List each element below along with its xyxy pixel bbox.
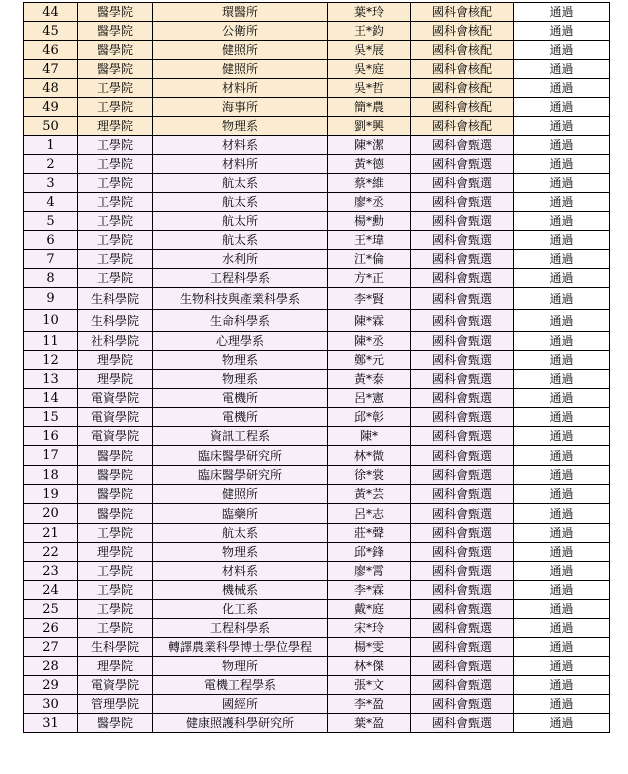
result-cell: 通過 (514, 231, 610, 250)
result-cell: 通過 (514, 408, 610, 427)
department-cell: 物理所 (153, 657, 328, 676)
name-cell: 邱*鋒 (328, 543, 411, 562)
table-row (24, 155, 610, 174)
department-cell: 心理學系 (153, 332, 328, 351)
name-cell: 吳*庭 (328, 60, 411, 79)
table-row (24, 504, 610, 524)
selection-type-cell: 國科會甄選 (411, 619, 514, 638)
selection-type-cell: 國科會甄選 (411, 657, 514, 676)
row-number: 23 (24, 562, 78, 581)
selection-type-cell: 國科會甄選 (411, 408, 514, 427)
selection-type-cell: 國科會甄選 (411, 638, 514, 657)
selection-type-cell: 國科會甄選 (411, 155, 514, 174)
name-cell: 徐*裳 (328, 466, 411, 485)
row-number: 31 (24, 714, 78, 733)
table-row (24, 446, 610, 466)
name-cell: 黃*泰 (328, 370, 411, 389)
result-cell: 通過 (514, 504, 610, 524)
selection-type-cell: 國科會核配 (411, 60, 514, 79)
table-row (24, 676, 610, 695)
college-cell: 理學院 (78, 117, 153, 136)
college-cell: 理學院 (78, 657, 153, 676)
row-number: 28 (24, 657, 78, 676)
row-number: 12 (24, 351, 78, 370)
table-row (24, 193, 610, 212)
name-cell: 呂*志 (328, 504, 411, 524)
college-cell: 工學院 (78, 155, 153, 174)
college-cell: 醫學院 (78, 485, 153, 504)
college-cell: 工學院 (78, 212, 153, 231)
name-cell: 陳*潔 (328, 136, 411, 155)
result-cell: 通過 (514, 370, 610, 389)
table-row (24, 619, 610, 638)
selection-type-cell: 國科會甄選 (411, 193, 514, 212)
row-number: 29 (24, 676, 78, 695)
selection-type-cell: 國科會核配 (411, 79, 514, 98)
college-cell: 工學院 (78, 174, 153, 193)
department-cell: 海事所 (153, 98, 328, 117)
name-cell: 陳*霖 (328, 310, 411, 332)
result-cell: 通過 (514, 136, 610, 155)
college-cell: 工學院 (78, 562, 153, 581)
department-cell: 工程科學系 (153, 619, 328, 638)
result-cell: 通過 (514, 600, 610, 619)
table-row (24, 485, 610, 504)
college-cell: 醫學院 (78, 22, 153, 41)
selection-type-cell: 國科會甄選 (411, 427, 514, 446)
college-cell: 工學院 (78, 193, 153, 212)
name-cell: 廖*丞 (328, 193, 411, 212)
result-cell: 通過 (514, 638, 610, 657)
name-cell: 陳*丞 (328, 332, 411, 351)
selection-type-cell: 國科會甄選 (411, 581, 514, 600)
college-cell: 醫學院 (78, 446, 153, 466)
selection-type-cell: 國科會甄選 (411, 562, 514, 581)
table-row (24, 657, 610, 676)
selection-type-cell: 國科會甄選 (411, 695, 514, 714)
table-row (24, 269, 610, 288)
row-number: 1 (24, 136, 78, 155)
result-cell: 通過 (514, 562, 610, 581)
result-cell: 通過 (514, 269, 610, 288)
name-cell: 黃*芸 (328, 485, 411, 504)
row-number: 2 (24, 155, 78, 174)
table-row (24, 3, 610, 22)
selection-type-cell: 國科會甄選 (411, 212, 514, 231)
selection-type-cell: 國科會甄選 (411, 332, 514, 351)
college-cell: 醫學院 (78, 466, 153, 485)
table-row (24, 98, 610, 117)
table-row (24, 427, 610, 446)
row-number: 7 (24, 250, 78, 269)
college-cell: 電資學院 (78, 676, 153, 695)
results-table (23, 2, 610, 733)
college-cell: 電資學院 (78, 389, 153, 408)
table-row (24, 231, 610, 250)
result-cell: 通過 (514, 212, 610, 231)
result-cell: 通過 (514, 3, 610, 22)
college-cell: 生科學院 (78, 310, 153, 332)
result-cell: 通過 (514, 60, 610, 79)
result-cell: 通過 (514, 288, 610, 310)
department-cell: 工程科學系 (153, 269, 328, 288)
row-number: 25 (24, 600, 78, 619)
result-cell: 通過 (514, 310, 610, 332)
selection-type-cell: 國科會核配 (411, 117, 514, 136)
name-cell: 李*賢 (328, 288, 411, 310)
selection-type-cell: 國科會甄選 (411, 310, 514, 332)
college-cell: 醫學院 (78, 714, 153, 733)
name-cell: 吳*展 (328, 41, 411, 60)
selection-type-cell: 國科會甄選 (411, 250, 514, 269)
table-row (24, 288, 610, 310)
table-row (24, 212, 610, 231)
college-cell: 工學院 (78, 269, 153, 288)
result-cell: 通過 (514, 193, 610, 212)
table-row (24, 714, 610, 733)
selection-type-cell: 國科會甄選 (411, 485, 514, 504)
department-cell: 機械系 (153, 581, 328, 600)
department-cell: 材料所 (153, 79, 328, 98)
result-cell: 通過 (514, 485, 610, 504)
name-cell: 呂*憲 (328, 389, 411, 408)
department-cell: 化工系 (153, 600, 328, 619)
department-cell: 資訊工程系 (153, 427, 328, 446)
department-cell: 航太所 (153, 212, 328, 231)
row-number: 26 (24, 619, 78, 638)
selection-type-cell: 國科會甄選 (411, 231, 514, 250)
row-number: 30 (24, 695, 78, 714)
department-cell: 材料系 (153, 562, 328, 581)
table-row (24, 22, 610, 41)
row-number: 45 (24, 22, 78, 41)
selection-type-cell: 國科會核配 (411, 3, 514, 22)
row-number: 50 (24, 117, 78, 136)
table-row (24, 79, 610, 98)
department-cell: 健康照護科學研究所 (153, 714, 328, 733)
table-row (24, 524, 610, 543)
selection-type-cell: 國科會甄選 (411, 524, 514, 543)
name-cell: 吳*哲 (328, 79, 411, 98)
name-cell: 劉*興 (328, 117, 411, 136)
department-cell: 物理系 (153, 117, 328, 136)
table-row (24, 310, 610, 332)
name-cell: 陳* (328, 427, 411, 446)
result-cell: 通過 (514, 714, 610, 733)
college-cell: 工學院 (78, 79, 153, 98)
row-number: 24 (24, 581, 78, 600)
department-cell: 生命科學系 (153, 310, 328, 332)
name-cell: 廖*霄 (328, 562, 411, 581)
result-cell: 通過 (514, 351, 610, 370)
college-cell: 理學院 (78, 370, 153, 389)
college-cell: 管理學院 (78, 695, 153, 714)
row-number: 48 (24, 79, 78, 98)
name-cell: 楊*雯 (328, 638, 411, 657)
name-cell: 黃*德 (328, 155, 411, 174)
selection-type-cell: 國科會甄選 (411, 136, 514, 155)
name-cell: 李*霖 (328, 581, 411, 600)
name-cell: 邱*彰 (328, 408, 411, 427)
selection-type-cell: 國科會甄選 (411, 676, 514, 695)
selection-type-cell: 國科會甄選 (411, 288, 514, 310)
selection-type-cell: 國科會甄選 (411, 174, 514, 193)
department-cell: 臨床醫學研究所 (153, 466, 328, 485)
row-number: 46 (24, 41, 78, 60)
table-row (24, 250, 610, 269)
result-cell: 通過 (514, 155, 610, 174)
result-cell: 通過 (514, 619, 610, 638)
name-cell: 林*微 (328, 446, 411, 466)
table-row (24, 600, 610, 619)
college-cell: 電資學院 (78, 427, 153, 446)
name-cell: 莊*聲 (328, 524, 411, 543)
row-number: 47 (24, 60, 78, 79)
name-cell: 林*傑 (328, 657, 411, 676)
table-row (24, 41, 610, 60)
department-cell: 國經所 (153, 695, 328, 714)
result-cell: 通過 (514, 524, 610, 543)
selection-type-cell: 國科會甄選 (411, 389, 514, 408)
college-cell: 醫學院 (78, 41, 153, 60)
result-cell: 通過 (514, 250, 610, 269)
row-number: 16 (24, 427, 78, 446)
name-cell: 王*瑋 (328, 231, 411, 250)
college-cell: 生科學院 (78, 288, 153, 310)
row-number: 9 (24, 288, 78, 310)
row-number: 15 (24, 408, 78, 427)
department-cell: 材料系 (153, 136, 328, 155)
department-cell: 健照所 (153, 41, 328, 60)
college-cell: 工學院 (78, 581, 153, 600)
result-cell: 通過 (514, 466, 610, 485)
college-cell: 工學院 (78, 619, 153, 638)
name-cell: 方*正 (328, 269, 411, 288)
name-cell: 王*鈞 (328, 22, 411, 41)
result-cell: 通過 (514, 174, 610, 193)
department-cell: 航太系 (153, 174, 328, 193)
row-number: 11 (24, 332, 78, 351)
college-cell: 醫學院 (78, 60, 153, 79)
row-number: 18 (24, 466, 78, 485)
college-cell: 醫學院 (78, 3, 153, 22)
name-cell: 楊*勳 (328, 212, 411, 231)
result-cell: 通過 (514, 117, 610, 136)
selection-type-cell: 國科會甄選 (411, 504, 514, 524)
table-row (24, 117, 610, 136)
result-cell: 通過 (514, 427, 610, 446)
department-cell: 物理系 (153, 543, 328, 562)
department-cell: 轉譯農業科學博士學位學程 (153, 638, 328, 657)
college-cell: 工學院 (78, 524, 153, 543)
result-cell: 通過 (514, 332, 610, 351)
results-table-body (24, 3, 610, 733)
selection-type-cell: 國科會核配 (411, 22, 514, 41)
table-row (24, 174, 610, 193)
table-row (24, 389, 610, 408)
result-cell: 通過 (514, 389, 610, 408)
row-number: 8 (24, 269, 78, 288)
result-cell: 通過 (514, 79, 610, 98)
row-number: 14 (24, 389, 78, 408)
table-row (24, 695, 610, 714)
college-cell: 工學院 (78, 600, 153, 619)
row-number: 44 (24, 3, 78, 22)
college-cell: 工學院 (78, 136, 153, 155)
department-cell: 臨藥所 (153, 504, 328, 524)
department-cell: 健照所 (153, 485, 328, 504)
table-row (24, 638, 610, 657)
college-cell: 醫學院 (78, 504, 153, 524)
row-number: 27 (24, 638, 78, 657)
result-cell: 通過 (514, 22, 610, 41)
selection-type-cell: 國科會核配 (411, 98, 514, 117)
row-number: 10 (24, 310, 78, 332)
department-cell: 電機所 (153, 389, 328, 408)
result-cell: 通過 (514, 543, 610, 562)
department-cell: 環醫所 (153, 3, 328, 22)
college-cell: 工學院 (78, 98, 153, 117)
name-cell: 葉*盈 (328, 714, 411, 733)
name-cell: 鄭*元 (328, 351, 411, 370)
table-row (24, 60, 610, 79)
selection-type-cell: 國科會甄選 (411, 351, 514, 370)
row-number: 17 (24, 446, 78, 466)
department-cell: 航太系 (153, 231, 328, 250)
name-cell: 張*文 (328, 676, 411, 695)
college-cell: 社科學院 (78, 332, 153, 351)
result-cell: 通過 (514, 41, 610, 60)
name-cell: 戴*庭 (328, 600, 411, 619)
selection-type-cell: 國科會甄選 (411, 543, 514, 562)
name-cell: 蔡*維 (328, 174, 411, 193)
selection-type-cell: 國科會甄選 (411, 466, 514, 485)
row-number: 4 (24, 193, 78, 212)
department-cell: 物理系 (153, 370, 328, 389)
department-cell: 電機工程學系 (153, 676, 328, 695)
department-cell: 公衛所 (153, 22, 328, 41)
department-cell: 水利所 (153, 250, 328, 269)
row-number: 49 (24, 98, 78, 117)
result-cell: 通過 (514, 581, 610, 600)
selection-type-cell: 國科會甄選 (411, 269, 514, 288)
selection-type-cell: 國科會甄選 (411, 446, 514, 466)
row-number: 21 (24, 524, 78, 543)
department-cell: 航太系 (153, 524, 328, 543)
name-cell: 宋*玲 (328, 619, 411, 638)
row-number: 6 (24, 231, 78, 250)
selection-type-cell: 國科會核配 (411, 41, 514, 60)
result-cell: 通過 (514, 676, 610, 695)
table-row (24, 332, 610, 351)
department-cell: 材料所 (153, 155, 328, 174)
college-cell: 工學院 (78, 250, 153, 269)
table-row (24, 136, 610, 155)
selection-type-cell: 國科會甄選 (411, 600, 514, 619)
result-cell: 通過 (514, 695, 610, 714)
row-number: 3 (24, 174, 78, 193)
row-number: 19 (24, 485, 78, 504)
row-number: 22 (24, 543, 78, 562)
college-cell: 理學院 (78, 543, 153, 562)
name-cell: 江*倫 (328, 250, 411, 269)
result-cell: 通過 (514, 98, 610, 117)
result-cell: 通過 (514, 657, 610, 676)
table-row (24, 408, 610, 427)
department-cell: 生物科技與產業科學系 (153, 288, 328, 310)
department-cell: 航太系 (153, 193, 328, 212)
department-cell: 健照所 (153, 60, 328, 79)
name-cell: 李*盈 (328, 695, 411, 714)
table-row (24, 351, 610, 370)
college-cell: 理學院 (78, 351, 153, 370)
department-cell: 電機所 (153, 408, 328, 427)
college-cell: 生科學院 (78, 638, 153, 657)
name-cell: 簡*農 (328, 98, 411, 117)
row-number: 20 (24, 504, 78, 524)
selection-type-cell: 國科會甄選 (411, 370, 514, 389)
college-cell: 工學院 (78, 231, 153, 250)
table-row (24, 543, 610, 562)
row-number: 5 (24, 212, 78, 231)
result-cell: 通過 (514, 446, 610, 466)
college-cell: 電資學院 (78, 408, 153, 427)
department-cell: 臨床醫學研究所 (153, 446, 328, 466)
row-number: 13 (24, 370, 78, 389)
table-row (24, 466, 610, 485)
table-row (24, 370, 610, 389)
table-row (24, 581, 610, 600)
selection-type-cell: 國科會甄選 (411, 714, 514, 733)
table-row (24, 562, 610, 581)
department-cell: 物理系 (153, 351, 328, 370)
name-cell: 葉*玲 (328, 3, 411, 22)
